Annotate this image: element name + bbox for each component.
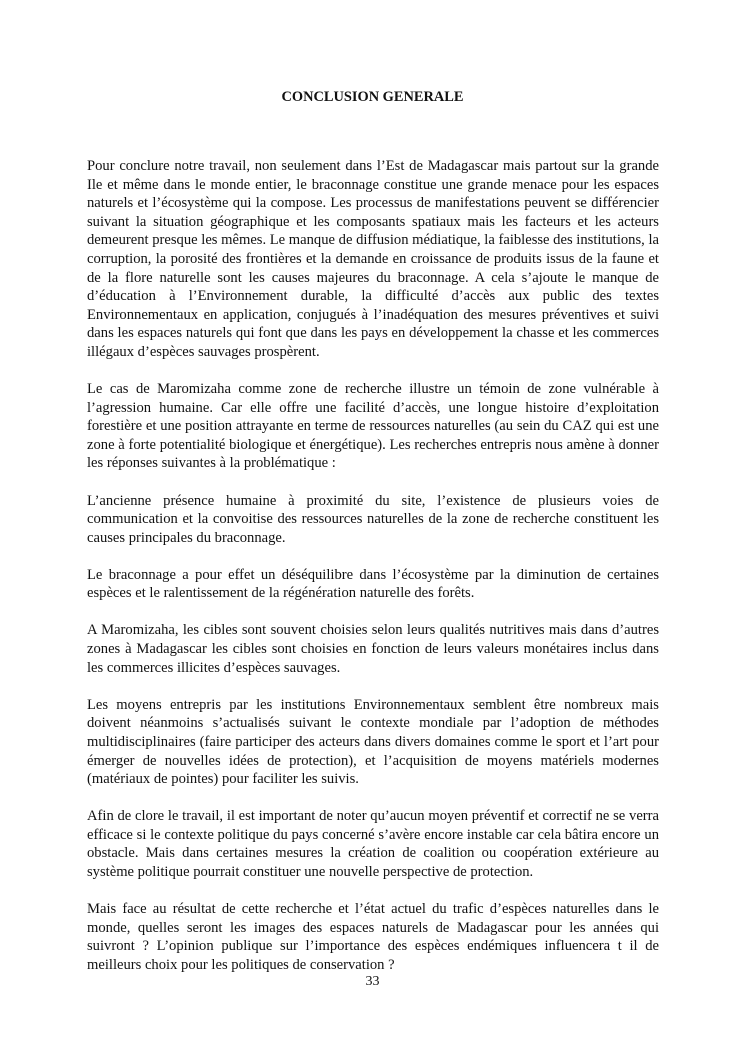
- paragraph-7: Afin de clore le travail, il est important de noter qu’aucun moyen préventif et correctif ne se verra efficace si le contexte politique du pays concerné s’avère encore instable car cela bâtira encore un obstacle. Mais dans certaines mesures la création de coalition ou coopération extérieure au système politique pourrait constituer une nouvelle perspective de protection.: [87, 808, 659, 880]
- paragraph-5: A Maromizaha, les cibles sont souvent choisies selon leurs qualités nutritives mais dans d’autres zones à Madagascar les cibles sont choisies en fonction de leurs valeurs monétaires inclus dans les commerces illicites d’espèces sauvages.: [87, 622, 659, 676]
- paragraph-1: Pour conclure notre travail, non seulement dans l’Est de Madagascar mais partout sur la grande Ile et même dans le monde entier, le braconnage constitue une grande menace pour les espaces naturels et l’écosystème qui la compose. Les processus de manifestations peuvent se différencier suivant la situation géographique et les composants spatiaux mais les facteurs et les acteurs demeurent presque les mêmes. Le manque de diffusion médiatique, la faiblesse des institutions, la corruption, la porosité des frontières et la demande en croissance de produits issus de la faune et de la flore naturelle sont les causes majeures du braconnage. A cela s’ajoute le manque de d’éducation à l’Environnement durable, la difficulté d’accès aux public des textes Environnementaux en application, conjugués à l’inadéquation des mesures préventives et suivi dans les espaces naturels qui font que dans les pays en développement la chasse et les commerces illégaux d’espèces sauvages prospèrent.: [87, 158, 659, 360]
- paragraph-6: Les moyens entrepris par les institutions Environnementaux semblent être nombreux mais doivent néanmoins s’actualisés suivant le contexte mondiale par l’adoption de méthodes multidisciplinaires (faire participer des acteurs dans divers domaines comme le sport et l’art pour émerger de nouvelles idées de protection), et l’acquisition de moyens matériels modernes (matériaux de pointes) pour faciliter les suivis.: [87, 696, 659, 788]
- page-title: CONCLUSION GENERALE: [281, 89, 464, 105]
- body-text: [87, 157, 659, 993]
- paragraph-4: Le braconnage a pour effet un déséquilibre dans l’écosystème par la diminution de certaines espèces et le ralentissement de la régénération naturelle des forêts.: [87, 566, 659, 602]
- paragraph-8: Mais face au résultat de cette recherche et l’état actuel du trafic d’espèces naturelles dans le monde, quelles seront les images des espaces naturels de Madagascar pour les années qui suivront ? L’opinion publique sur l’importance des espèces endémiques influencera t il de meilleurs choix pour les politiques de conservation ?: [87, 901, 659, 973]
- paragraph-3: L’ancienne présence humaine à proximité du site, l’existence de plusieurs voies de communication et la convoitise des ressources naturelles de la zone de recherche constituent les causes principales du braconnage.: [87, 492, 659, 546]
- page-number: 33: [365, 974, 380, 989]
- paragraph-2: Le cas de Maromizaha comme zone de recherche illustre un témoin de zone vulnérable à l’agression humaine. Car elle offre une facilité d’accès, une longue histoire d’exploitation forestière et une position attrayante en terme de ressources naturelles (au sein du CAZ qui est une zone à forte potentialité biologique et énergétique). Les recherches entrepris nous amène à donner les réponses suivantes à la problématique :: [87, 381, 659, 472]
